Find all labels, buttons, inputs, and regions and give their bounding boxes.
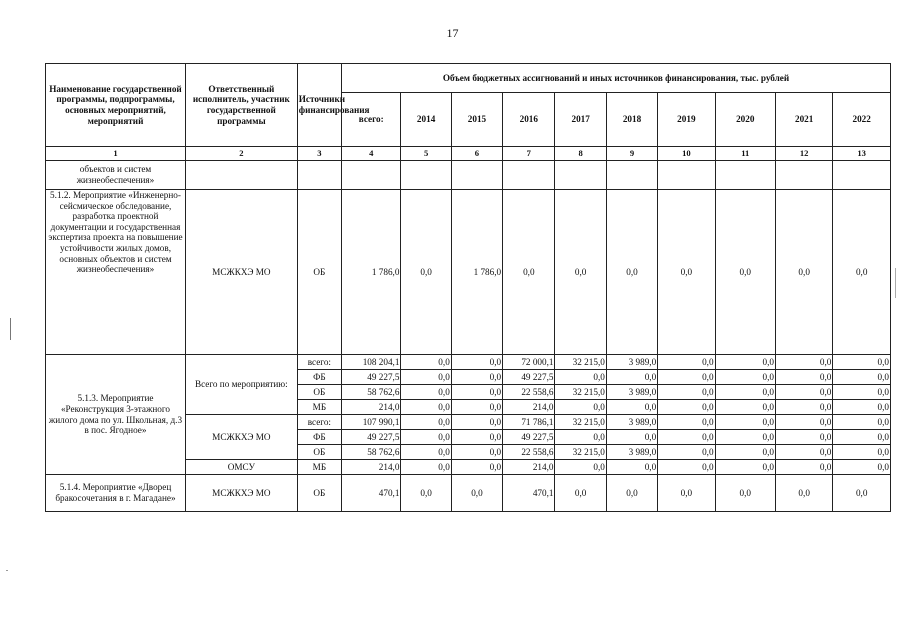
header-year: 2021 (775, 93, 832, 147)
measure-name: 5.1.4. Мероприятие «Дворец бракосочетания в г. Магадане» (46, 475, 186, 512)
empty-cell (503, 161, 555, 190)
value-cell: 0,0 (606, 460, 657, 475)
value-cell: 0,0 (715, 355, 775, 370)
header-executor: Ответственный исполнитель, участник государственной программы (185, 64, 297, 147)
value-cell: 0,0 (658, 190, 715, 355)
value-cell: 0,0 (833, 190, 891, 355)
header-source: Источники финансирования (297, 64, 341, 147)
value-cell: 0,0 (715, 400, 775, 415)
executor-cell: МСЖКХЭ МО (185, 415, 297, 460)
value-cell: 0,0 (775, 460, 832, 475)
value-cell: 0,0 (401, 430, 451, 445)
value-cell: 0,0 (715, 385, 775, 400)
value-cell: 0,0 (833, 385, 891, 400)
value-cell: 49 227,5 (342, 430, 401, 445)
column-number: 9 (606, 147, 657, 161)
value-cell: 214,0 (342, 400, 401, 415)
empty-cell (833, 161, 891, 190)
column-number: 1 (46, 147, 186, 161)
value-cell: 58 762,6 (342, 445, 401, 460)
source-cell: ОБ (297, 385, 341, 400)
table-row (46, 355, 891, 370)
value-cell: 0,0 (658, 355, 715, 370)
measure-name: объектов и систем жизнеобеспечения» (46, 161, 186, 190)
value-cell: 0,0 (606, 430, 657, 445)
value-cell: 108 204,1 (342, 355, 401, 370)
value-cell: 32 215,0 (555, 445, 606, 460)
value-cell: 0,0 (606, 190, 657, 355)
value-cell: 0,0 (555, 460, 606, 475)
source-cell: ФБ (297, 370, 341, 385)
value-cell: 0,0 (715, 445, 775, 460)
value-cell: 0,0 (606, 475, 657, 512)
value-cell: 32 215,0 (555, 415, 606, 430)
value-cell: 0,0 (451, 385, 502, 400)
empty-cell (775, 161, 832, 190)
header-year: 2019 (658, 93, 715, 147)
value-cell: 0,0 (451, 445, 502, 460)
source-cell: ФБ (297, 430, 341, 445)
measure-name: 5.1.2. Мероприятие «Инженерно-сейсмическое обследование, разработка проектной документации и государственная экспертиза проекта на повышение устойчивости жилых домов, основных объектов и систем жизнеобеспечения» (46, 190, 186, 355)
value-cell: 214,0 (342, 460, 401, 475)
value-cell: 0,0 (833, 400, 891, 415)
scan-mark (895, 268, 896, 298)
budget-table (45, 63, 891, 512)
executor-cell: МСЖКХЭ МО (185, 475, 297, 512)
value-cell: 0,0 (401, 370, 451, 385)
value-cell: 58 762,6 (342, 385, 401, 400)
empty-cell (658, 161, 715, 190)
table-row (46, 190, 891, 355)
value-cell: 32 215,0 (555, 355, 606, 370)
value-cell: 0,0 (555, 430, 606, 445)
empty-cell (401, 161, 451, 190)
empty-cell (606, 161, 657, 190)
value-cell: 0,0 (658, 460, 715, 475)
value-cell: 0,0 (833, 430, 891, 445)
value-cell: 71 786,1 (503, 415, 555, 430)
value-cell: 0,0 (451, 430, 502, 445)
value-cell: 0,0 (658, 475, 715, 512)
value-cell: 0,0 (451, 355, 502, 370)
value-cell: 0,0 (833, 370, 891, 385)
value-cell: 3 989,0 (606, 385, 657, 400)
value-cell: 22 558,6 (503, 445, 555, 460)
value-cell: 0,0 (658, 415, 715, 430)
value-cell: 107 990,1 (342, 415, 401, 430)
header-year: 2022 (833, 93, 891, 147)
column-number: 5 (401, 147, 451, 161)
empty-cell (297, 161, 341, 190)
value-cell: 72 000,1 (503, 355, 555, 370)
executor-cell: ОМСУ (185, 460, 297, 475)
value-cell: 3 989,0 (606, 355, 657, 370)
value-cell: 0,0 (451, 400, 502, 415)
value-cell: 0,0 (451, 475, 502, 512)
value-cell: 0,0 (775, 190, 832, 355)
value-cell: 0,0 (833, 445, 891, 460)
value-cell: 0,0 (401, 460, 451, 475)
header-year: 2016 (503, 93, 555, 147)
source-cell: ОБ (297, 445, 341, 460)
value-cell: 0,0 (775, 370, 832, 385)
header-year: 2017 (555, 93, 606, 147)
value-cell: 0,0 (451, 370, 502, 385)
value-cell: 0,0 (775, 385, 832, 400)
value-cell: 49 227,5 (503, 430, 555, 445)
column-number: 4 (342, 147, 401, 161)
value-cell: 49 227,5 (342, 370, 401, 385)
column-number: 8 (555, 147, 606, 161)
value-cell: 0,0 (401, 400, 451, 415)
source-cell: МБ (297, 460, 341, 475)
value-cell: 0,0 (715, 415, 775, 430)
value-cell: 0,0 (401, 190, 451, 355)
value-cell: 0,0 (775, 430, 832, 445)
value-cell: 0,0 (555, 370, 606, 385)
header-year: всего: (342, 93, 401, 147)
column-number: 3 (297, 147, 341, 161)
value-cell: 0,0 (775, 445, 832, 460)
empty-cell (555, 161, 606, 190)
source-cell: всего: (297, 415, 341, 430)
column-number: 10 (658, 147, 715, 161)
value-cell: 0,0 (775, 415, 832, 430)
value-cell: 0,0 (401, 445, 451, 460)
value-cell: 0,0 (775, 475, 832, 512)
source-cell: МБ (297, 400, 341, 415)
value-cell: 0,0 (401, 415, 451, 430)
empty-cell (715, 161, 775, 190)
header-name: Наименование государственной программы, подпрограммы, основных мероприятий, мероприятий (46, 64, 186, 147)
value-cell: 1 786,0 (451, 190, 502, 355)
column-number: 11 (715, 147, 775, 161)
scan-mark (6, 570, 8, 571)
value-cell: 1 786,0 (342, 190, 401, 355)
value-cell: 49 227,5 (503, 370, 555, 385)
value-cell: 32 215,0 (555, 385, 606, 400)
value-cell: 0,0 (658, 400, 715, 415)
table-row (46, 161, 891, 190)
source-cell: ОБ (297, 190, 341, 355)
value-cell: 0,0 (775, 355, 832, 370)
value-cell: 0,0 (555, 190, 606, 355)
source-cell: всего: (297, 355, 341, 370)
value-cell: 0,0 (658, 370, 715, 385)
value-cell: 0,0 (401, 385, 451, 400)
value-cell: 0,0 (401, 475, 451, 512)
value-cell: 0,0 (715, 190, 775, 355)
source-cell: ОБ (297, 475, 341, 512)
column-number: 2 (185, 147, 297, 161)
value-cell: 470,1 (342, 475, 401, 512)
value-cell: 0,0 (715, 460, 775, 475)
value-cell: 470,1 (503, 475, 555, 512)
value-cell: 0,0 (555, 400, 606, 415)
empty-cell (185, 161, 297, 190)
header-year: 2014 (401, 93, 451, 147)
page-number: 17 (446, 26, 459, 40)
value-cell: 0,0 (715, 430, 775, 445)
value-cell: 0,0 (658, 385, 715, 400)
column-number: 13 (833, 147, 891, 161)
header-year: 2015 (451, 93, 502, 147)
header-year: 2020 (715, 93, 775, 147)
value-cell: 22 558,6 (503, 385, 555, 400)
value-cell: 0,0 (658, 430, 715, 445)
value-cell: 0,0 (833, 355, 891, 370)
value-cell: 0,0 (658, 445, 715, 460)
value-cell: 0,0 (715, 475, 775, 512)
value-cell: 0,0 (833, 475, 891, 512)
executor-cell: МСЖКХЭ МО (185, 190, 297, 355)
value-cell: 0,0 (833, 415, 891, 430)
value-cell: 0,0 (555, 475, 606, 512)
measure-name: 5.1.3. Мероприятие «Реконструкция 3-этажного жилого дома по ул. Школьная, д.3 в пос. Ягодное» (46, 355, 186, 475)
value-cell: 214,0 (503, 460, 555, 475)
value-cell: 0,0 (401, 355, 451, 370)
column-number: 6 (451, 147, 502, 161)
scan-mark (10, 318, 11, 340)
value-cell: 0,0 (503, 190, 555, 355)
value-cell: 0,0 (451, 460, 502, 475)
value-cell: 0,0 (606, 400, 657, 415)
value-cell: 0,0 (606, 370, 657, 385)
column-number: 7 (503, 147, 555, 161)
value-cell: 3 989,0 (606, 445, 657, 460)
value-cell: 214,0 (503, 400, 555, 415)
value-cell: 3 989,0 (606, 415, 657, 430)
executor-cell: Всего по мероприятию: (185, 355, 297, 415)
empty-cell (342, 161, 401, 190)
header-year: 2018 (606, 93, 657, 147)
value-cell: 0,0 (833, 460, 891, 475)
header-volume: Объем бюджетных ассигнований и иных источников финансирования, тыс. рублей (342, 64, 891, 93)
column-number: 12 (775, 147, 832, 161)
value-cell: 0,0 (451, 415, 502, 430)
value-cell: 0,0 (715, 370, 775, 385)
value-cell: 0,0 (775, 400, 832, 415)
empty-cell (451, 161, 502, 190)
table-row (46, 475, 891, 512)
